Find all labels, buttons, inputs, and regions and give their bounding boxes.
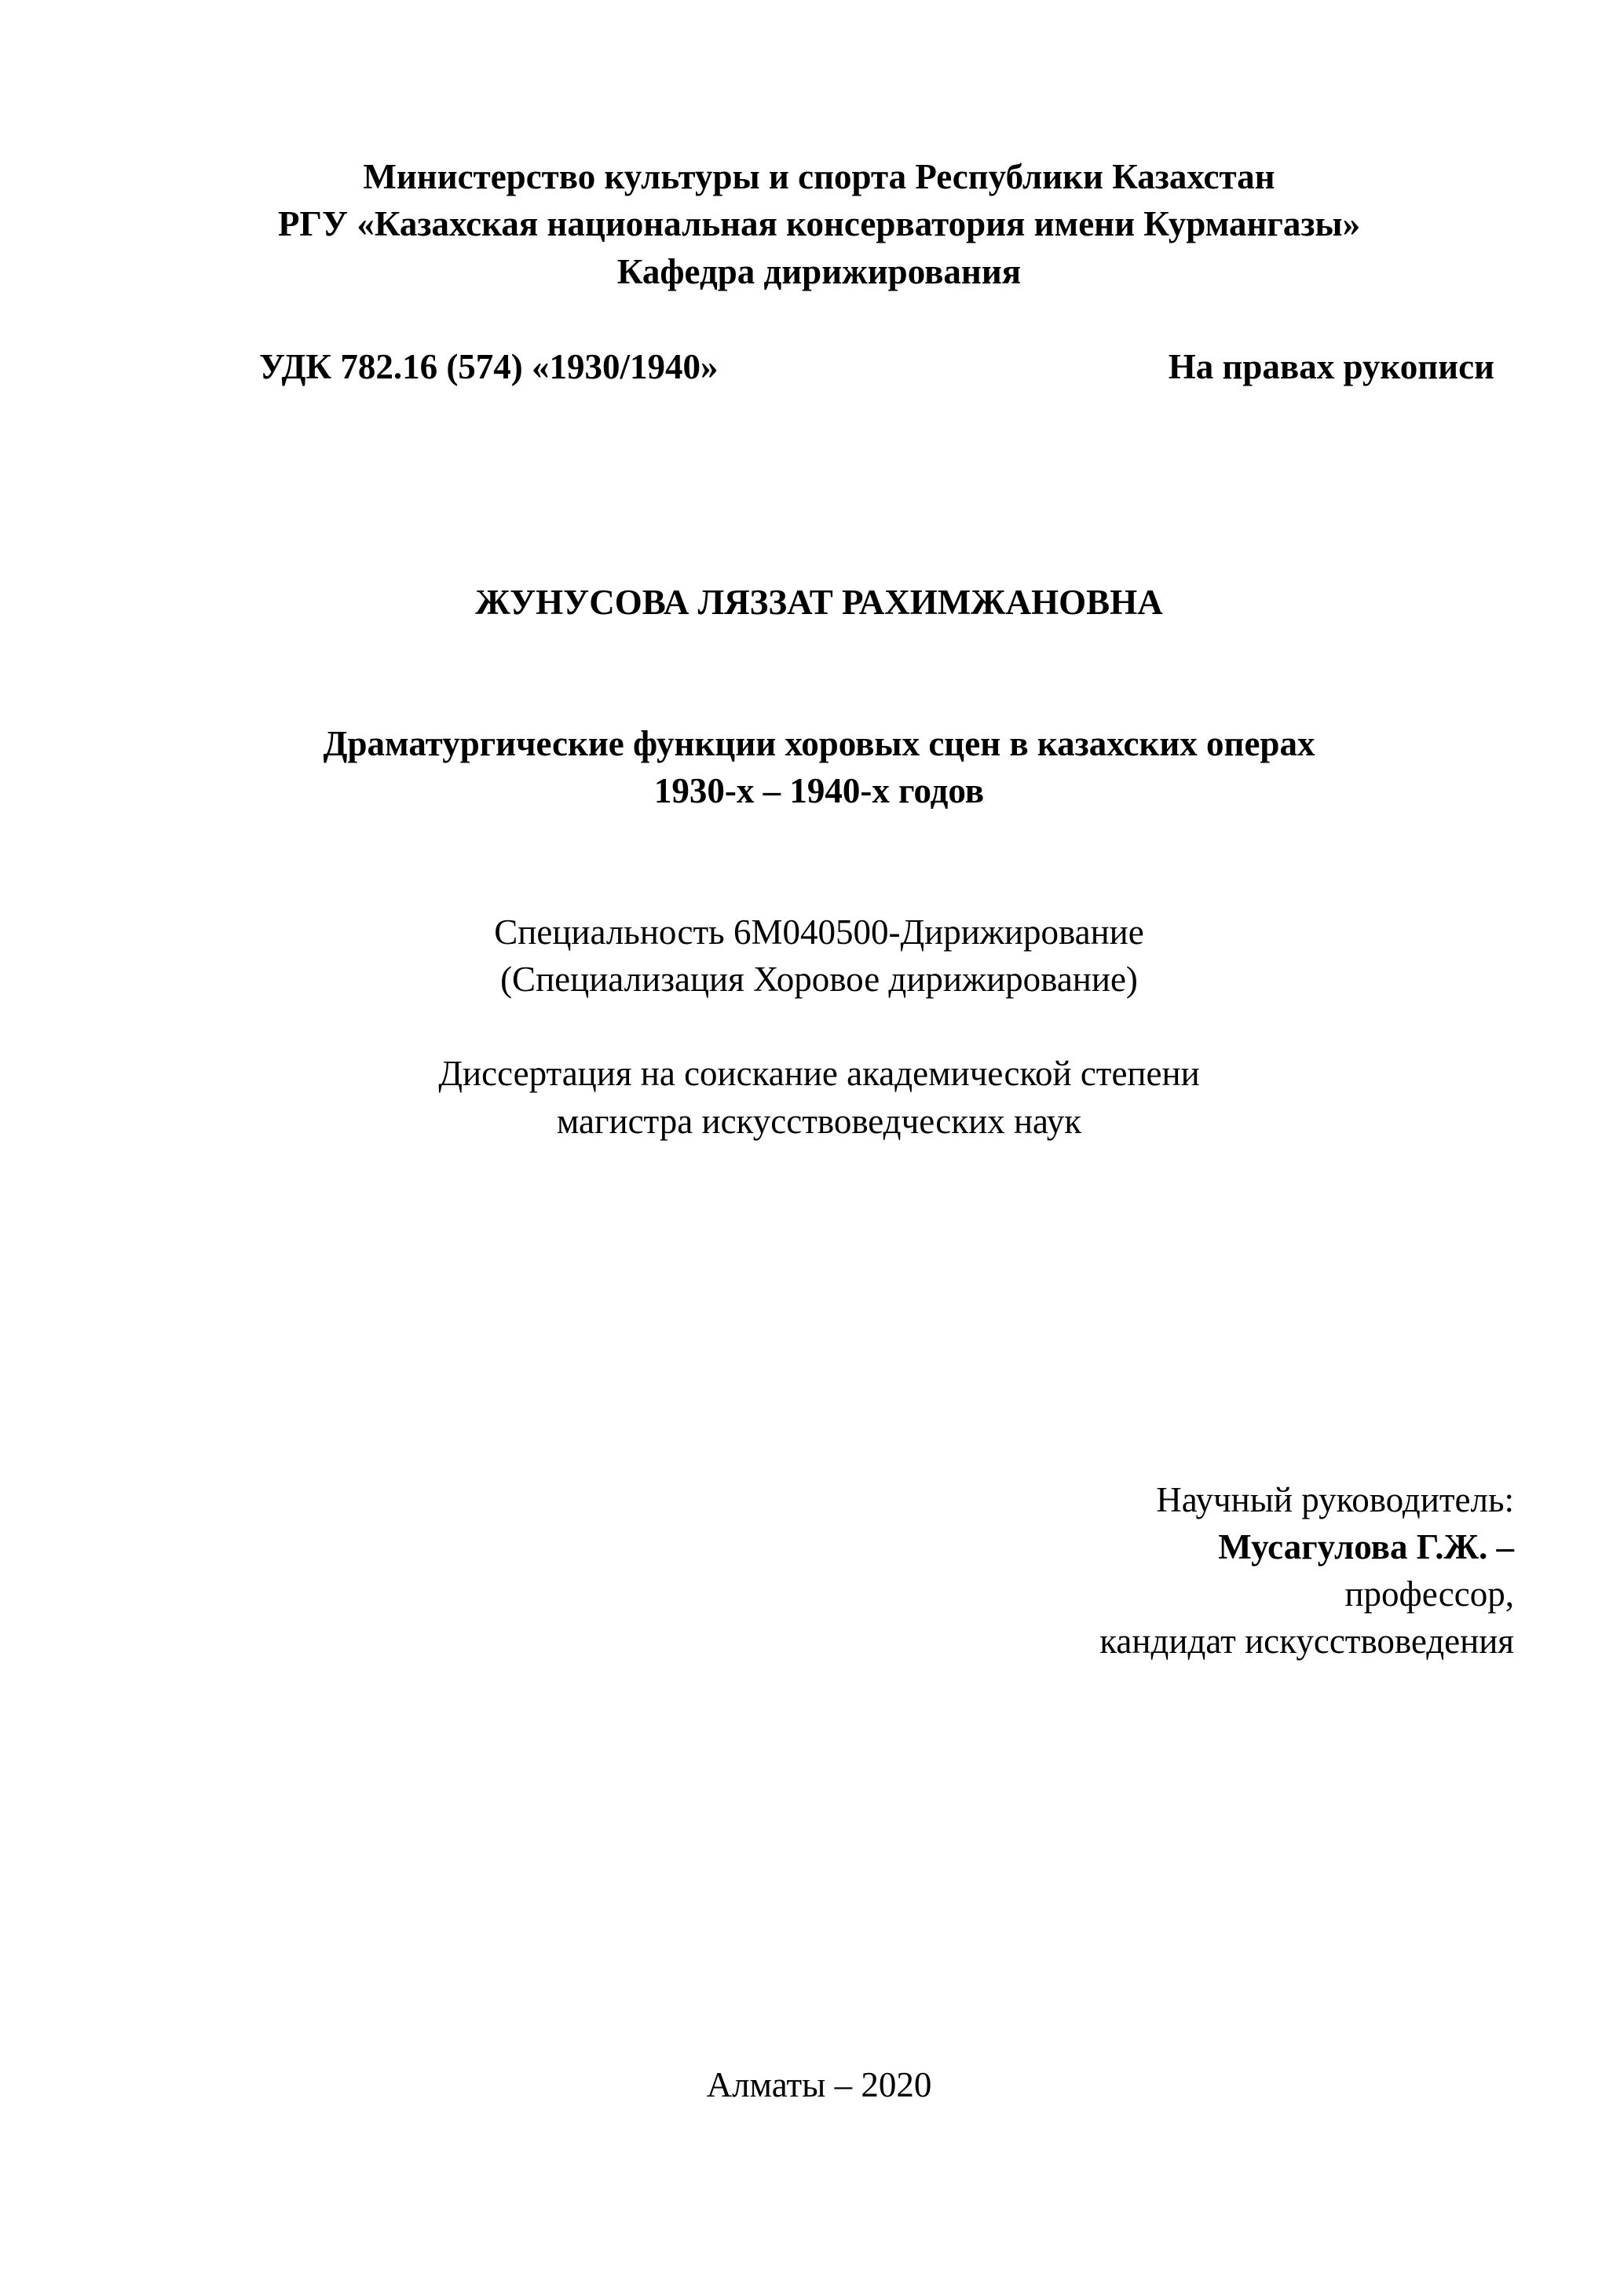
dissertation-line-1: Диссертация на соискание академической степени (438, 1054, 1200, 1093)
thesis-title-line-1: Драматургические функции хоровых сцен в казахских операх (323, 724, 1315, 763)
udc-code: УДК 782.16 (574) «1930/1940» (259, 347, 719, 386)
institution-heading: РГУ «Казахская национальная консерватория имени Курмангазы» (277, 204, 1361, 243)
supervisor-position: профессор, (1344, 1574, 1514, 1614)
supervisor-degree: кандидат искусствоведения (1099, 1621, 1514, 1661)
manuscript-note: На правах рукописи (1168, 347, 1494, 386)
dissertation-line-2: магистра искусствоведческих наук (556, 1102, 1082, 1141)
ministry-heading: Министерство культуры и спорта Республики Казахстан (363, 157, 1275, 196)
department-heading: Кафедра дирижирования (616, 252, 1022, 291)
supervisor-name: Мусагулова Г.Ж. – (1218, 1527, 1514, 1567)
specialty-line-1: Специальность 6М040500-Дирижирование (494, 912, 1144, 952)
thesis-title-line-2: 1930-х – 1940-х годов (653, 771, 985, 810)
specialty-line-2: (Специализация Хоровое дирижирование) (500, 960, 1138, 999)
author-name: ЖУНУСОВА ЛЯЗЗАТ РАХИМЖАНОВНА (475, 583, 1163, 622)
place-and-year: Алматы – 2020 (706, 2065, 932, 2104)
supervisor-label: Научный руководитель: (1156, 1480, 1514, 1519)
